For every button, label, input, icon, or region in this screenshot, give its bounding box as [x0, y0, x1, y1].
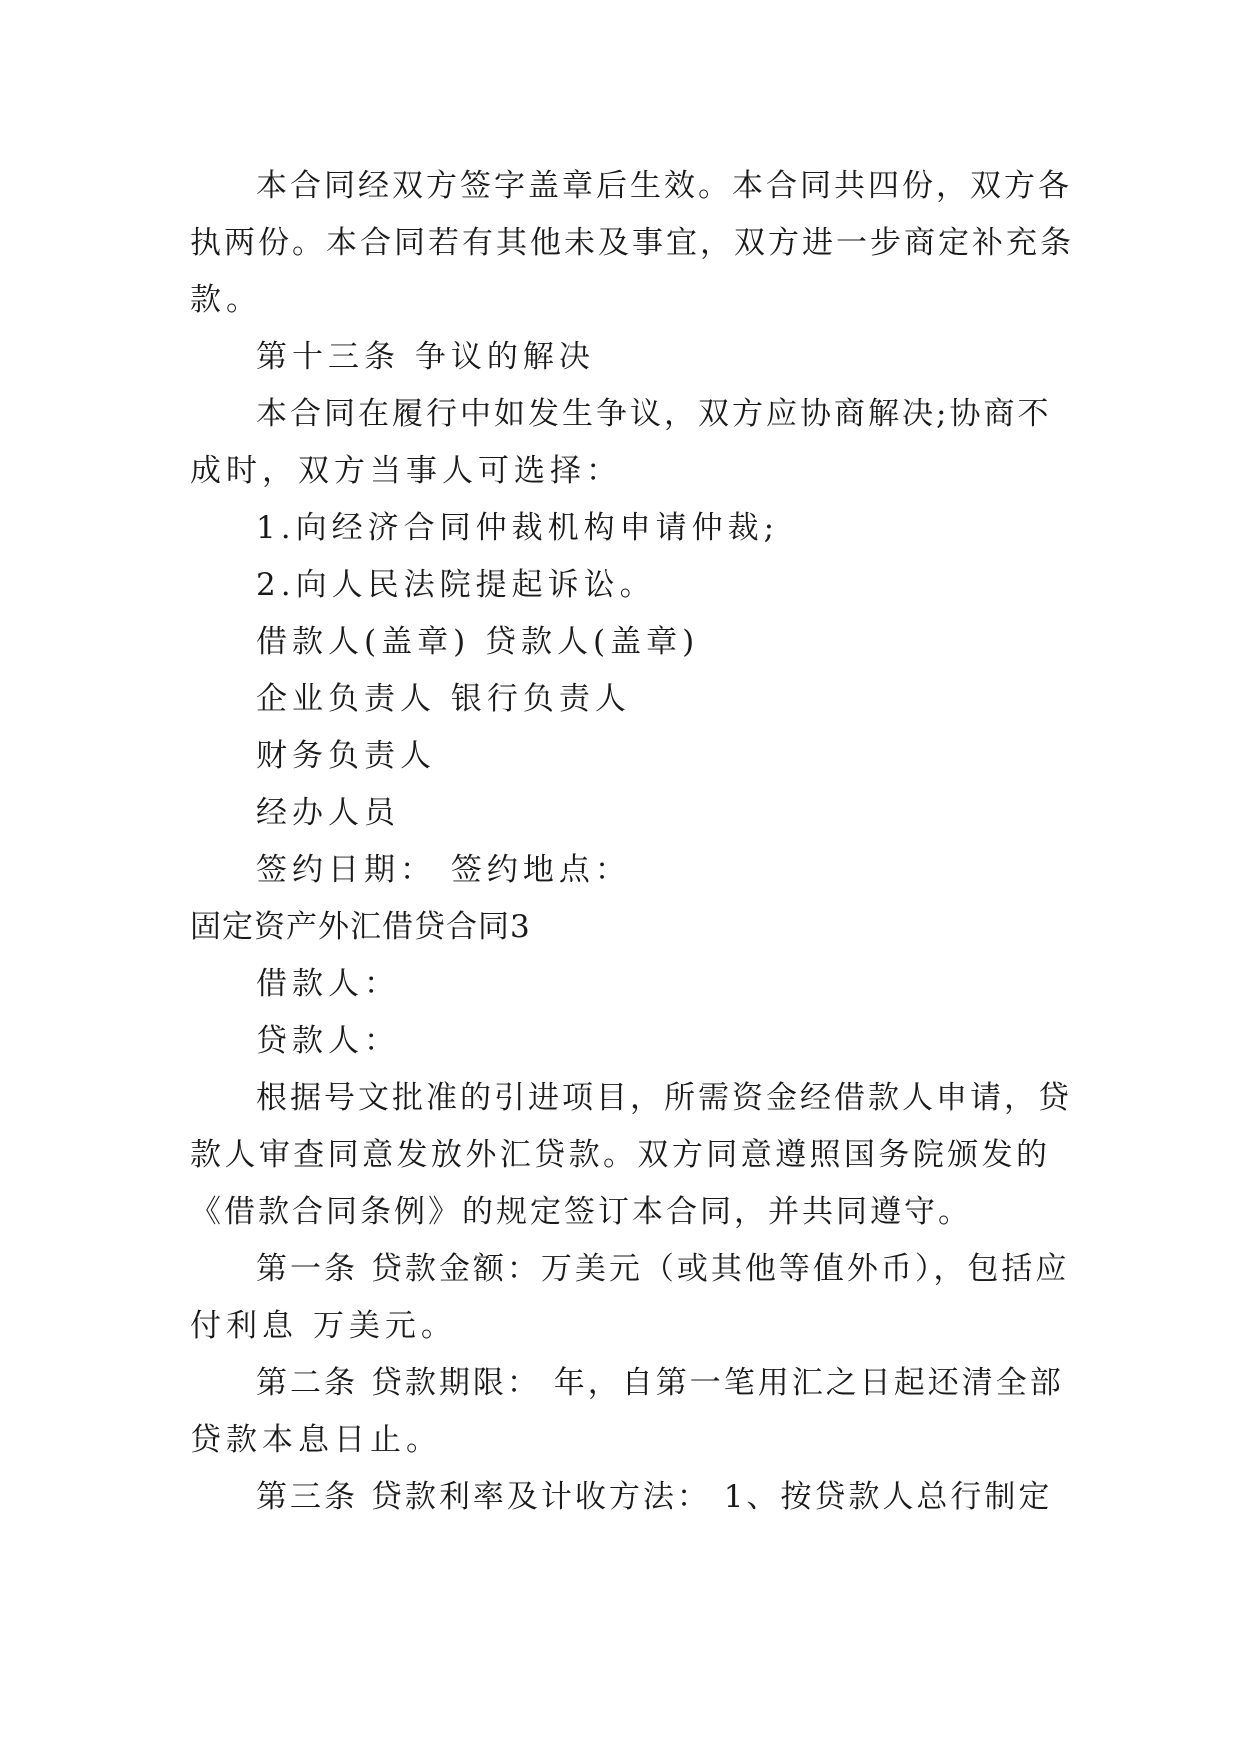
paragraph-line: 《借款合同条例》的规定签订本合同，并共同遵守。 — [190, 1194, 972, 1230]
signature-line: 签约日期： 签约地点： — [256, 852, 631, 888]
party-line: 贷款人： — [256, 1023, 400, 1059]
clause-line: 贷款本息日止。 — [190, 1422, 442, 1458]
paragraph-line: 本合同经双方签字盖章后生效。本合同共四份，双方各 — [256, 168, 1072, 204]
paragraph-line: 款。 — [190, 282, 262, 318]
list-item: 2.向人民法院提起诉讼。 — [256, 567, 656, 603]
paragraph-line: 款人审查同意发放外汇贷款。双方同意遵照国务院颁发的 — [190, 1137, 1050, 1173]
paragraph-line: 执两份。本合同若有其他未及事宜，双方进一步商定补充条 — [190, 225, 1074, 261]
list-item: 1.向经济合同仲裁机构申请仲裁; — [256, 510, 780, 546]
party-line: 借款人： — [256, 966, 400, 1002]
clause-line: 第一条 贷款金额：万美元（或其他等值外币），包括应 — [256, 1251, 1070, 1287]
section-heading: 第十三条 争议的解决 — [256, 339, 595, 375]
paragraph-line: 根据号文批准的引进项目，所需资金经借款人申请，贷 — [256, 1080, 1072, 1116]
paragraph-line: 本合同在履行中如发生争议，双方应协商解决;协商不 — [256, 396, 1052, 432]
signature-line: 财务负责人 — [256, 738, 436, 774]
clause-line: 付利息 万美元。 — [190, 1308, 457, 1344]
clause-line: 第二条 贷款期限： 年，自第一笔用汇之日起还清全部 — [256, 1365, 1064, 1401]
paragraph-line: 成时，双方当事人可选择： — [190, 453, 622, 489]
clause-line: 第三条 贷款利率及计收方法： 1、按贷款人总行制定 — [256, 1479, 1053, 1515]
signature-line: 经办人员 — [256, 795, 400, 831]
signature-line: 借款人(盖章) 贷款人(盖章) — [256, 624, 700, 660]
signature-line: 企业负责人 银行负责人 — [256, 681, 631, 717]
document-title: 固定资产外汇借贷合同3 — [190, 909, 531, 945]
